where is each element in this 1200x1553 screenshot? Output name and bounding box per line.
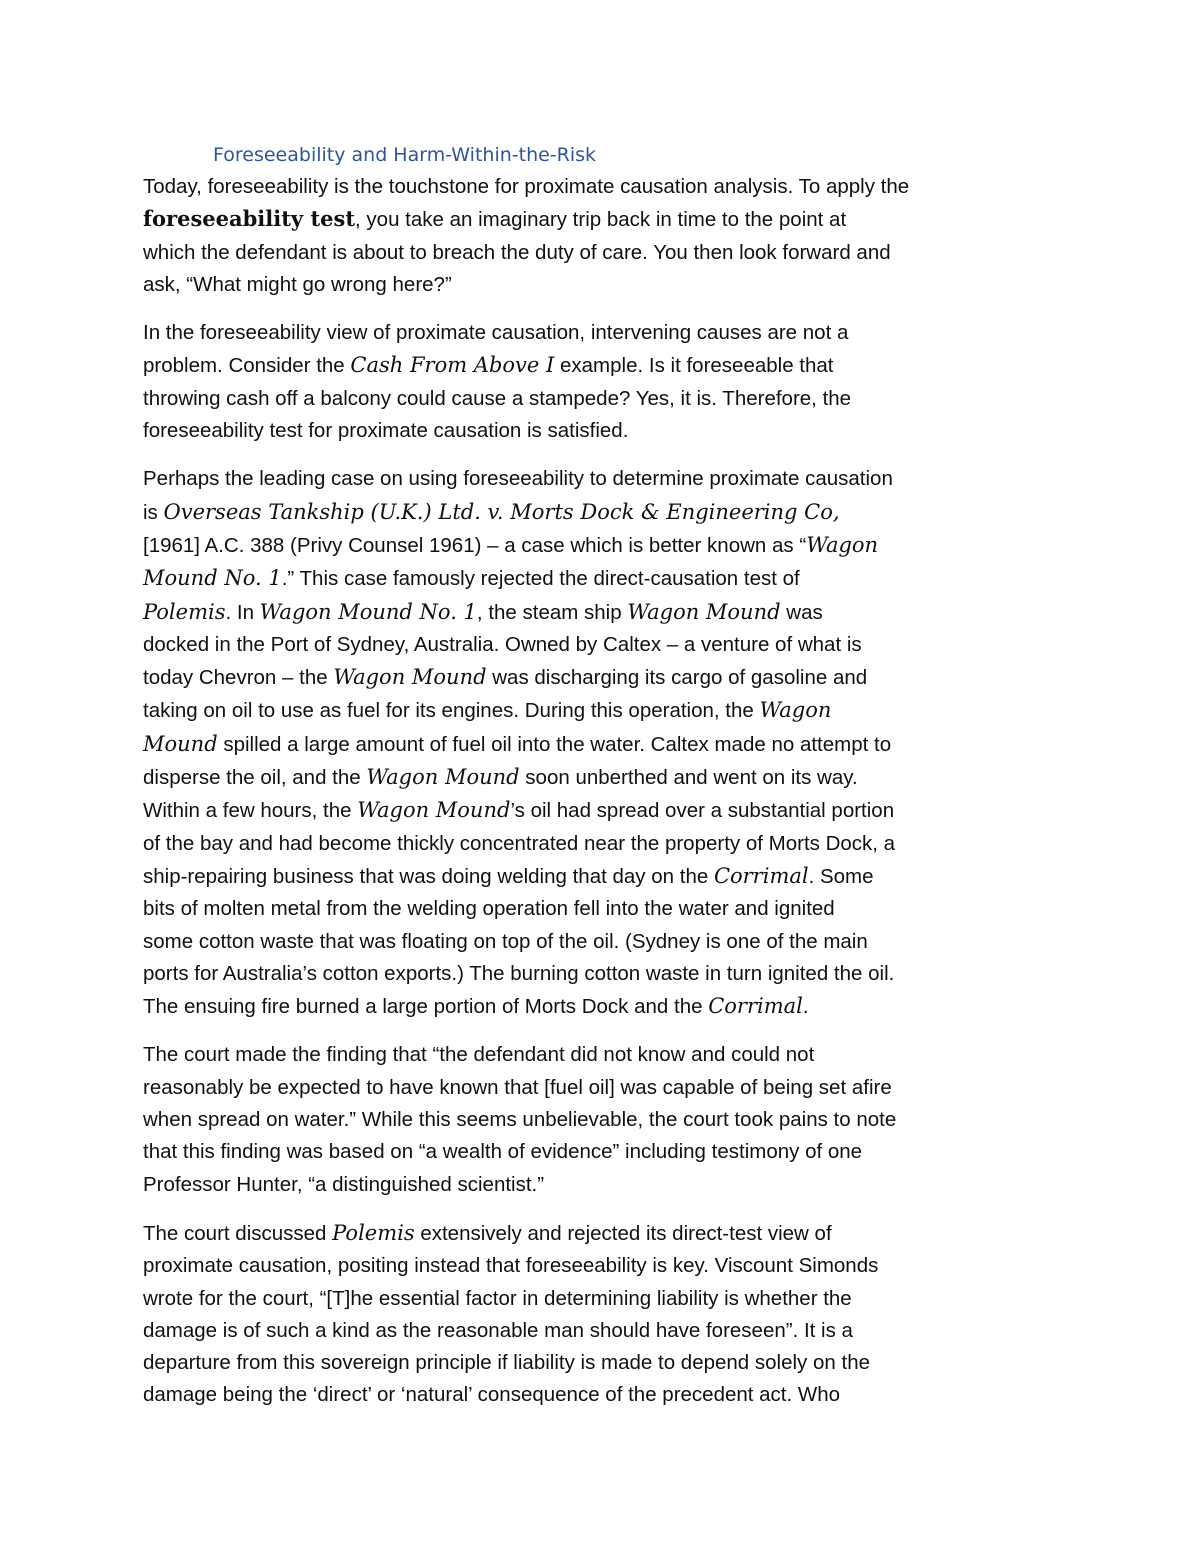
text-run: problem. Consider the xyxy=(143,354,351,378)
text-run: , the steam ship xyxy=(476,600,628,624)
case-name-italic: Wagon Mound xyxy=(627,599,781,624)
document-body xyxy=(143,171,963,1428)
text-run: damage being the ‘direct’ or ‘natural’ consequence of the precedent act. Who xyxy=(143,1383,841,1407)
text-line xyxy=(143,1315,963,1347)
case-name-italic: Wagon Mound No. 1 xyxy=(259,599,477,624)
text-line xyxy=(143,1283,963,1315)
text-run: ports for Australia’s cotton exports.) The burning cotton waste in turn ignited the oil. xyxy=(143,961,895,985)
paragraph xyxy=(143,1039,963,1200)
text-run: extensively and rejected its direct-test view of xyxy=(414,1221,832,1245)
text-line xyxy=(143,1136,963,1168)
text-line xyxy=(143,562,963,595)
text-line xyxy=(143,1217,963,1250)
text-line xyxy=(143,794,963,827)
text-line xyxy=(143,596,963,629)
text-run: The court made the finding that “the defendant did not know and could not xyxy=(143,1043,815,1067)
text-run: . xyxy=(802,995,809,1019)
text-run: of the bay and had become thickly concentrated near the property of Morts Dock, a xyxy=(143,831,896,855)
text-line xyxy=(143,990,963,1023)
text-line xyxy=(143,828,963,860)
text-run: throwing cash off a balcony could cause a stampede? Yes, it is. Therefore, the xyxy=(143,386,852,410)
text-run: damage is of such a kind as the reasonable man should have foreseen”. It is a xyxy=(143,1318,853,1342)
text-run: Today, foreseeability is the touchstone for proximate causation analysis. To apply the xyxy=(143,175,910,198)
text-run: [1961] A.C. 388 (Privy Counsel 1961) – a case which is better known as “ xyxy=(143,533,807,557)
text-run: when spread on water.” While this seems unbelievable, the court took pains to note xyxy=(143,1108,897,1132)
text-run: Within a few hours, the xyxy=(143,799,358,823)
case-name-italic: Corrimal xyxy=(713,863,809,888)
text-line xyxy=(143,958,963,990)
text-run: The ensuing fire burned a large portion of Morts Dock and the xyxy=(143,995,709,1019)
case-name-italic: Overseas Tankship (U.K.) Ltd. v. Morts Dock & Engineering Co, xyxy=(163,499,840,524)
text-run: was xyxy=(780,600,823,624)
text-run: that this finding was based on “a wealth of evidence” including testimony of one xyxy=(143,1140,863,1164)
case-name-italic: Wagon xyxy=(806,532,879,557)
text-run: proximate causation, positing instead that foreseeability is key. Viscount Simonds xyxy=(143,1254,879,1278)
case-name-italic: Corrimal xyxy=(708,994,803,1019)
text-run: taking on oil to use as fuel for its engines. During this operation, the xyxy=(143,699,760,723)
text-line xyxy=(143,1104,963,1136)
text-line xyxy=(143,1250,963,1282)
text-line xyxy=(143,463,963,495)
text-run: reasonably be expected to have known that [fuel oil] was capable of being set afire xyxy=(143,1075,892,1099)
text-run: departure from this sovereign principle if liability is made to depend solely on the xyxy=(143,1351,870,1375)
text-run: example. Is it foreseeable that xyxy=(554,354,834,378)
text-run: disperse the oil, and the xyxy=(143,766,367,790)
document-title: Foreseeability and Harm-Within-the-Risk xyxy=(213,144,597,166)
case-name-italic: Cash From Above I xyxy=(350,353,555,378)
text-line xyxy=(143,349,963,382)
text-run: , you take an imaginary trip back in time to the point at xyxy=(355,208,847,232)
text-run: In the foreseeability view of proximate causation, intervening causes are not a xyxy=(143,321,849,345)
text-run: The court discussed xyxy=(143,1221,333,1245)
text-run: . In xyxy=(225,600,260,624)
case-name-italic: Polemis xyxy=(143,599,226,624)
text-line xyxy=(143,926,963,958)
text-run: soon unberthed and went on its way. xyxy=(519,766,858,790)
text-run: today Chevron – the xyxy=(143,666,334,690)
case-name-italic: Wagon Mound xyxy=(357,798,511,823)
text-line xyxy=(143,496,963,529)
text-line xyxy=(143,661,963,694)
text-run: was discharging its cargo of gasoline and xyxy=(486,666,868,690)
text-line xyxy=(143,860,963,893)
text-line xyxy=(143,269,963,301)
text-run: some cotton waste that was floating on top of the oil. (Sydney is one of the main xyxy=(143,929,868,953)
text-run: wrote for the court, “[T]he essential factor in determining liability is whether the xyxy=(143,1286,852,1310)
text-line xyxy=(143,761,963,794)
text-run: ship-repairing business that was doing welding that day on the xyxy=(143,864,714,888)
key-term-bold: foreseeability test xyxy=(143,206,356,232)
text-line xyxy=(143,629,963,661)
text-run: foreseeability test for proximate causation is satisfied. xyxy=(143,419,629,443)
case-name-italic: Wagon Mound xyxy=(366,765,520,790)
text-line xyxy=(143,383,963,415)
text-run: Perhaps the leading case on using foreseeability to determine proximate causation xyxy=(143,467,893,491)
text-run: bits of molten metal from the welding operation fell into the water and ignited xyxy=(143,897,835,921)
paragraph xyxy=(143,171,963,301)
text-line xyxy=(143,529,963,562)
text-run: . Some xyxy=(808,864,874,888)
text-run: Professor Hunter, “a distinguished scientist.” xyxy=(143,1172,545,1196)
text-line xyxy=(143,1169,963,1201)
text-line xyxy=(143,171,963,203)
text-run: docked in the Port of Sydney, Australia. Owned by Caltex – a venture of what is xyxy=(143,632,862,656)
text-run: spilled a large amount of fuel oil into the water. Caltex made no attempt to xyxy=(217,732,892,756)
text-line xyxy=(143,1039,963,1071)
case-name-italic: Wagon Mound xyxy=(333,665,487,690)
text-run: .” This case famously rejected the direct-causation test of xyxy=(281,567,800,591)
text-run: ’s oil had spread over a substantial portion xyxy=(510,799,895,823)
paragraph xyxy=(143,1217,963,1412)
text-line xyxy=(143,694,963,727)
text-line xyxy=(143,1072,963,1104)
text-line xyxy=(143,415,963,447)
text-line xyxy=(143,237,963,269)
text-line xyxy=(143,317,963,349)
text-line xyxy=(143,893,963,925)
text-run: ask, “What might go wrong here?” xyxy=(143,272,452,296)
paragraph xyxy=(143,463,963,1023)
case-name-italic: Mound xyxy=(143,731,218,756)
text-line xyxy=(143,1379,963,1411)
paragraph xyxy=(143,317,963,447)
case-name-italic: Polemis xyxy=(332,1220,415,1245)
text-line xyxy=(143,203,963,236)
case-name-italic: Wagon xyxy=(759,698,832,723)
text-line xyxy=(143,728,963,761)
text-run: which the defendant is about to breach the duty of care. You then look forward and xyxy=(143,240,891,264)
case-name-italic: Mound No. 1 xyxy=(143,566,282,591)
text-line xyxy=(143,1347,963,1379)
text-run: is xyxy=(143,500,164,524)
